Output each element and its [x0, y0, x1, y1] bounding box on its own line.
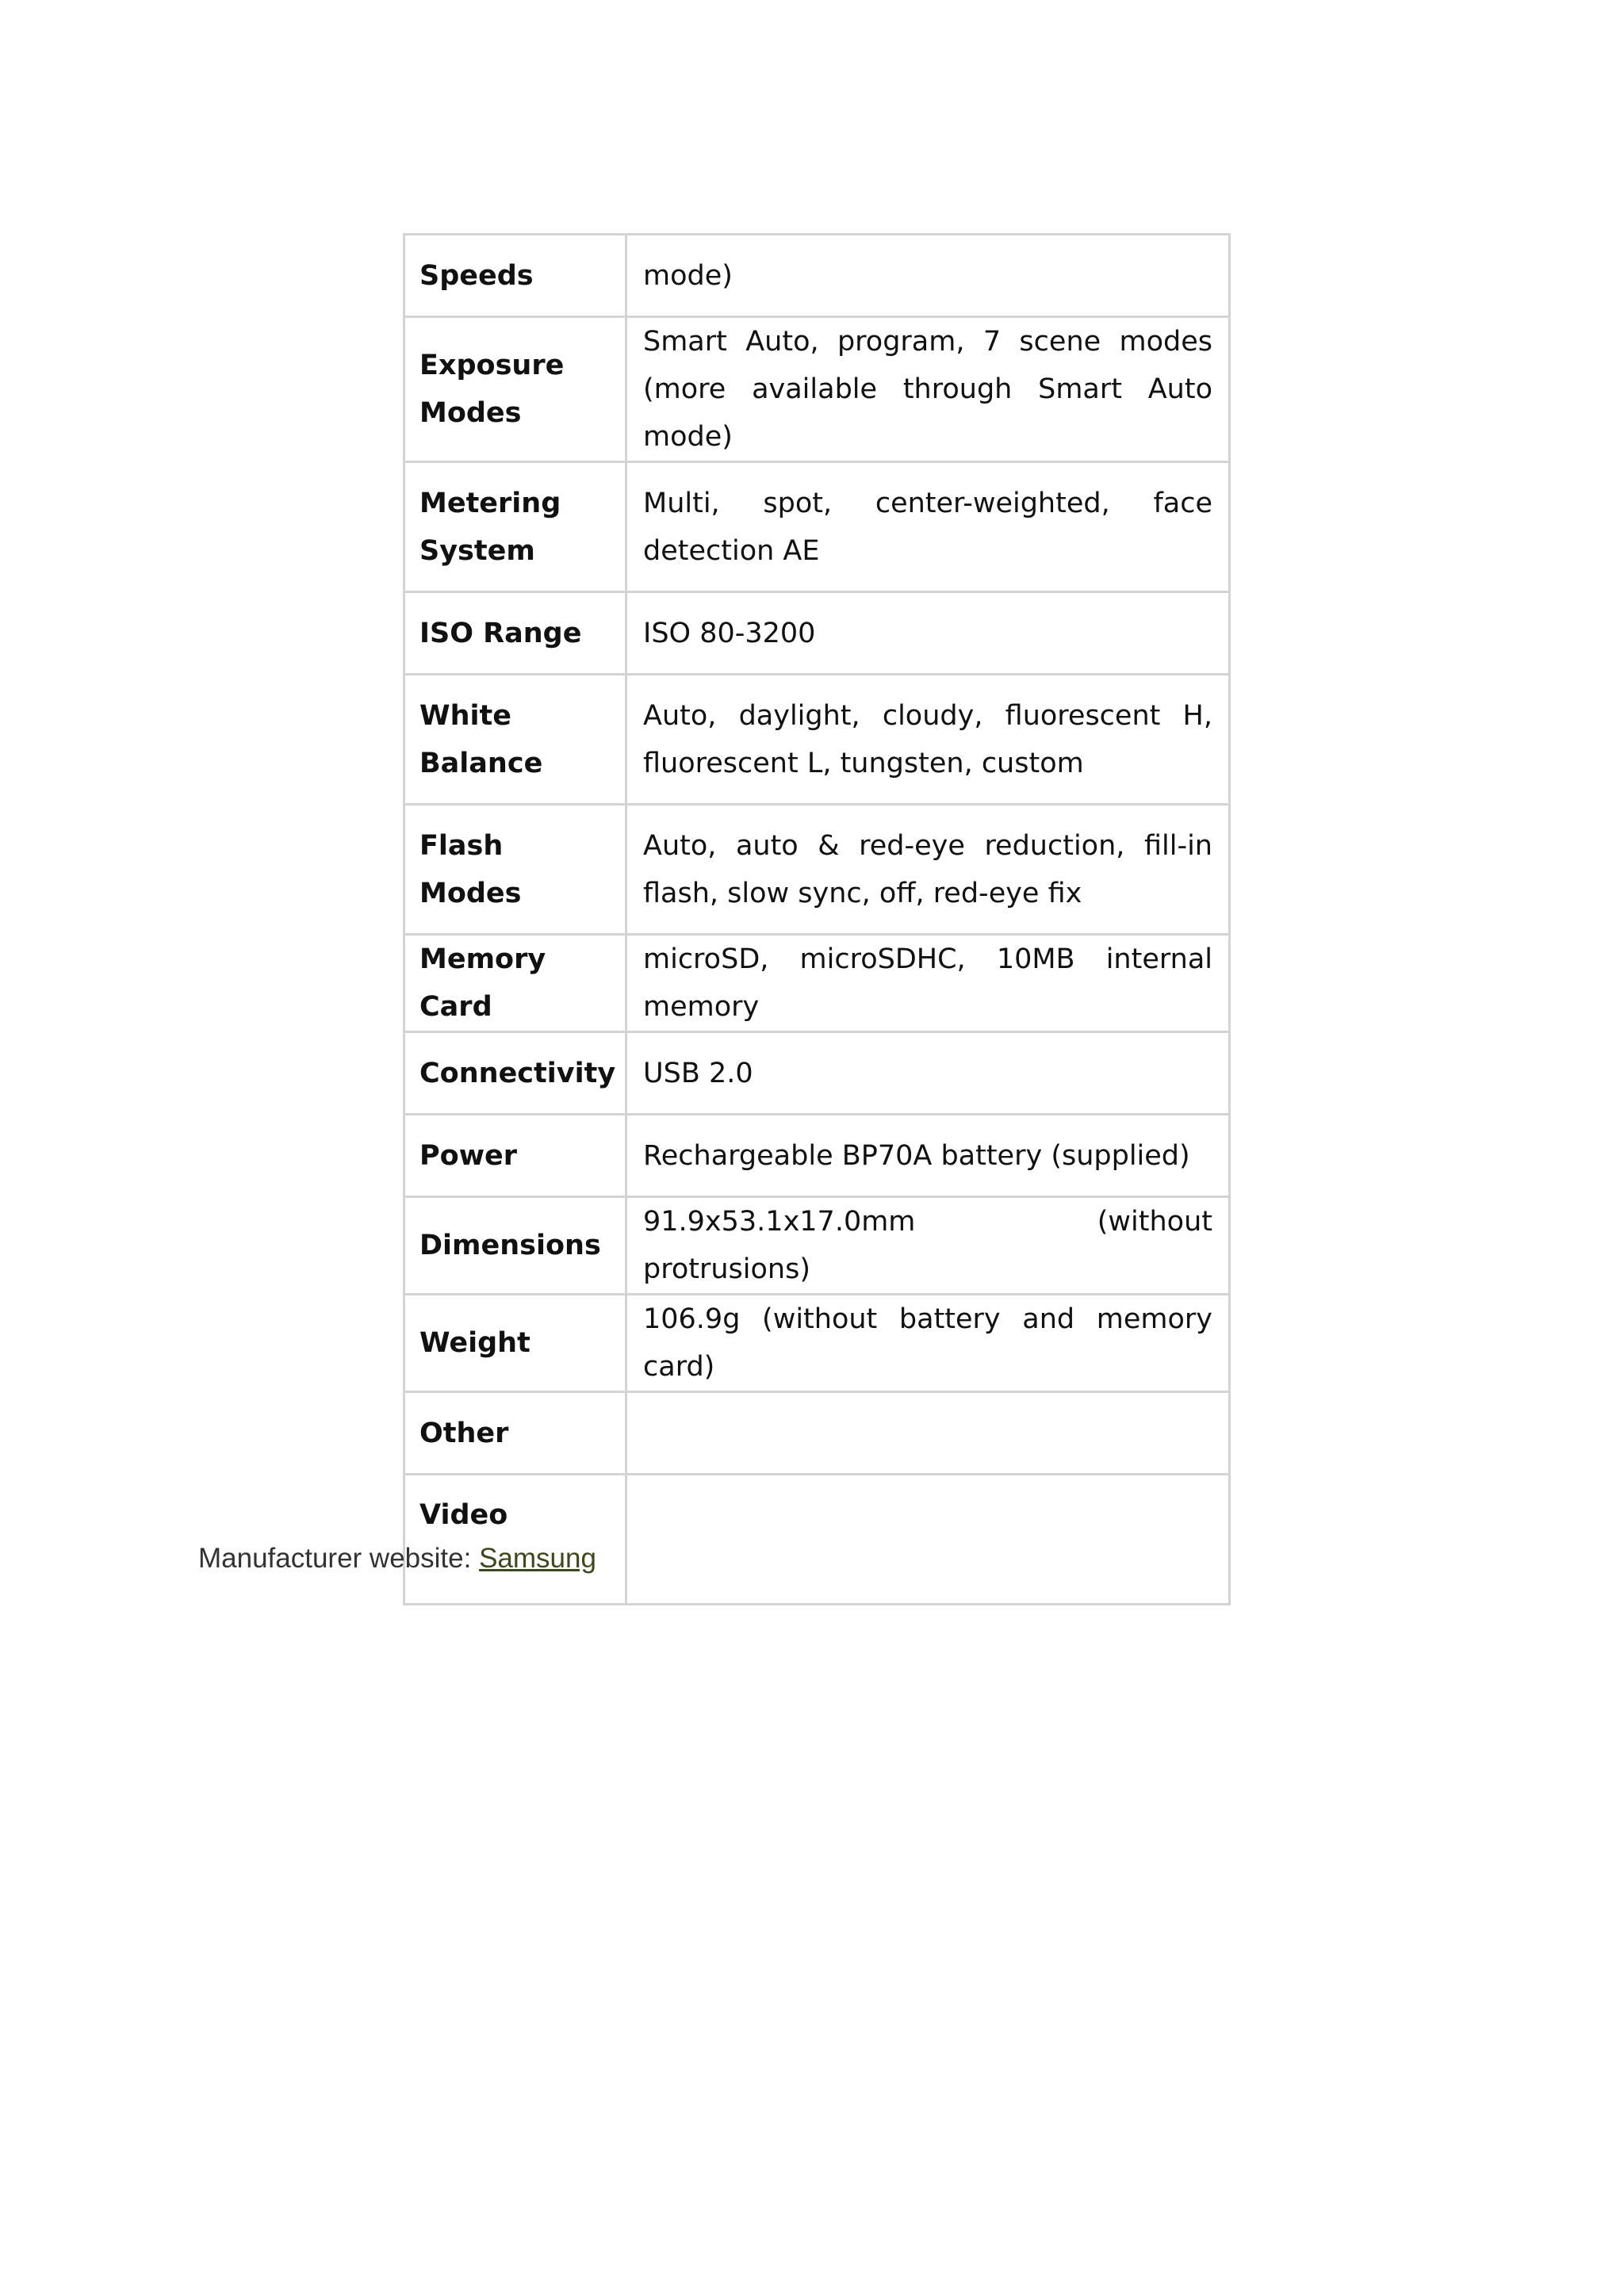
spec-row-power: [404, 1115, 1230, 1197]
spec-label: Power: [404, 1115, 626, 1197]
spec-value: Multi, spot, center-weighted, face detection AE: [626, 462, 1230, 592]
spec-row-weight: [404, 1295, 1230, 1392]
spec-row-other: [404, 1392, 1230, 1475]
samsung-link[interactable]: Samsung: [479, 1543, 596, 1574]
spec-row-flash-modes: [404, 805, 1230, 935]
spec-row-metering-system: [404, 462, 1230, 592]
spec-value: ISO 80-3200: [626, 592, 1230, 675]
spec-row-memory-card: [404, 935, 1230, 1032]
spec-value: Smart Auto, program, 7 scene modes (more available through Smart Auto mode): [626, 317, 1230, 462]
spec-value: Rechargeable BP70A battery (supplied): [626, 1115, 1230, 1197]
spec-label: Other: [404, 1392, 626, 1475]
specifications-table: [403, 233, 1231, 1605]
spec-row-white-balance: [404, 675, 1230, 805]
spec-value: microSD, microSDHC, 10MB internal memory: [626, 935, 1230, 1032]
manufacturer-website-label: Manufacturer website:: [198, 1543, 480, 1574]
spec-row-video: [404, 1475, 1230, 1605]
spec-label: Flash Modes: [404, 805, 626, 935]
spec-label: Exposure Modes: [404, 317, 626, 462]
spec-label: White Balance: [404, 675, 626, 805]
spec-label: Video: [404, 1475, 626, 1605]
spec-label: Metering System: [404, 462, 626, 592]
spec-value: [626, 1392, 1230, 1475]
manufacturer-website-line: [198, 1543, 596, 1575]
spec-label: Memory Card: [404, 935, 626, 1032]
spec-value: Auto, daylight, cloudy, fluorescent H, fluorescent L, tungsten, custom: [626, 675, 1230, 805]
spec-row-speeds: [404, 235, 1230, 317]
spec-value: [626, 1475, 1230, 1605]
spec-row-exposure-modes: [404, 317, 1230, 462]
spec-row-connectivity: [404, 1032, 1230, 1115]
spec-label: Dimensions: [404, 1197, 626, 1295]
spec-value: 91.9x53.1x17.0mm (without protrusions): [626, 1197, 1230, 1295]
spec-row-iso-range: [404, 592, 1230, 675]
spec-value: Auto, auto & red-eye reduction, fill-in flash, slow sync, off, red-eye fix: [626, 805, 1230, 935]
spec-label: Connectivity: [404, 1032, 626, 1115]
spec-label: ISO Range: [404, 592, 626, 675]
spec-row-dimensions: [404, 1197, 1230, 1295]
spec-value: mode): [626, 235, 1230, 317]
spec-label: Weight: [404, 1295, 626, 1392]
spec-value: 106.9g (without battery and memory card): [626, 1295, 1230, 1392]
spec-label: Speeds: [404, 235, 626, 317]
spec-value: USB 2.0: [626, 1032, 1230, 1115]
